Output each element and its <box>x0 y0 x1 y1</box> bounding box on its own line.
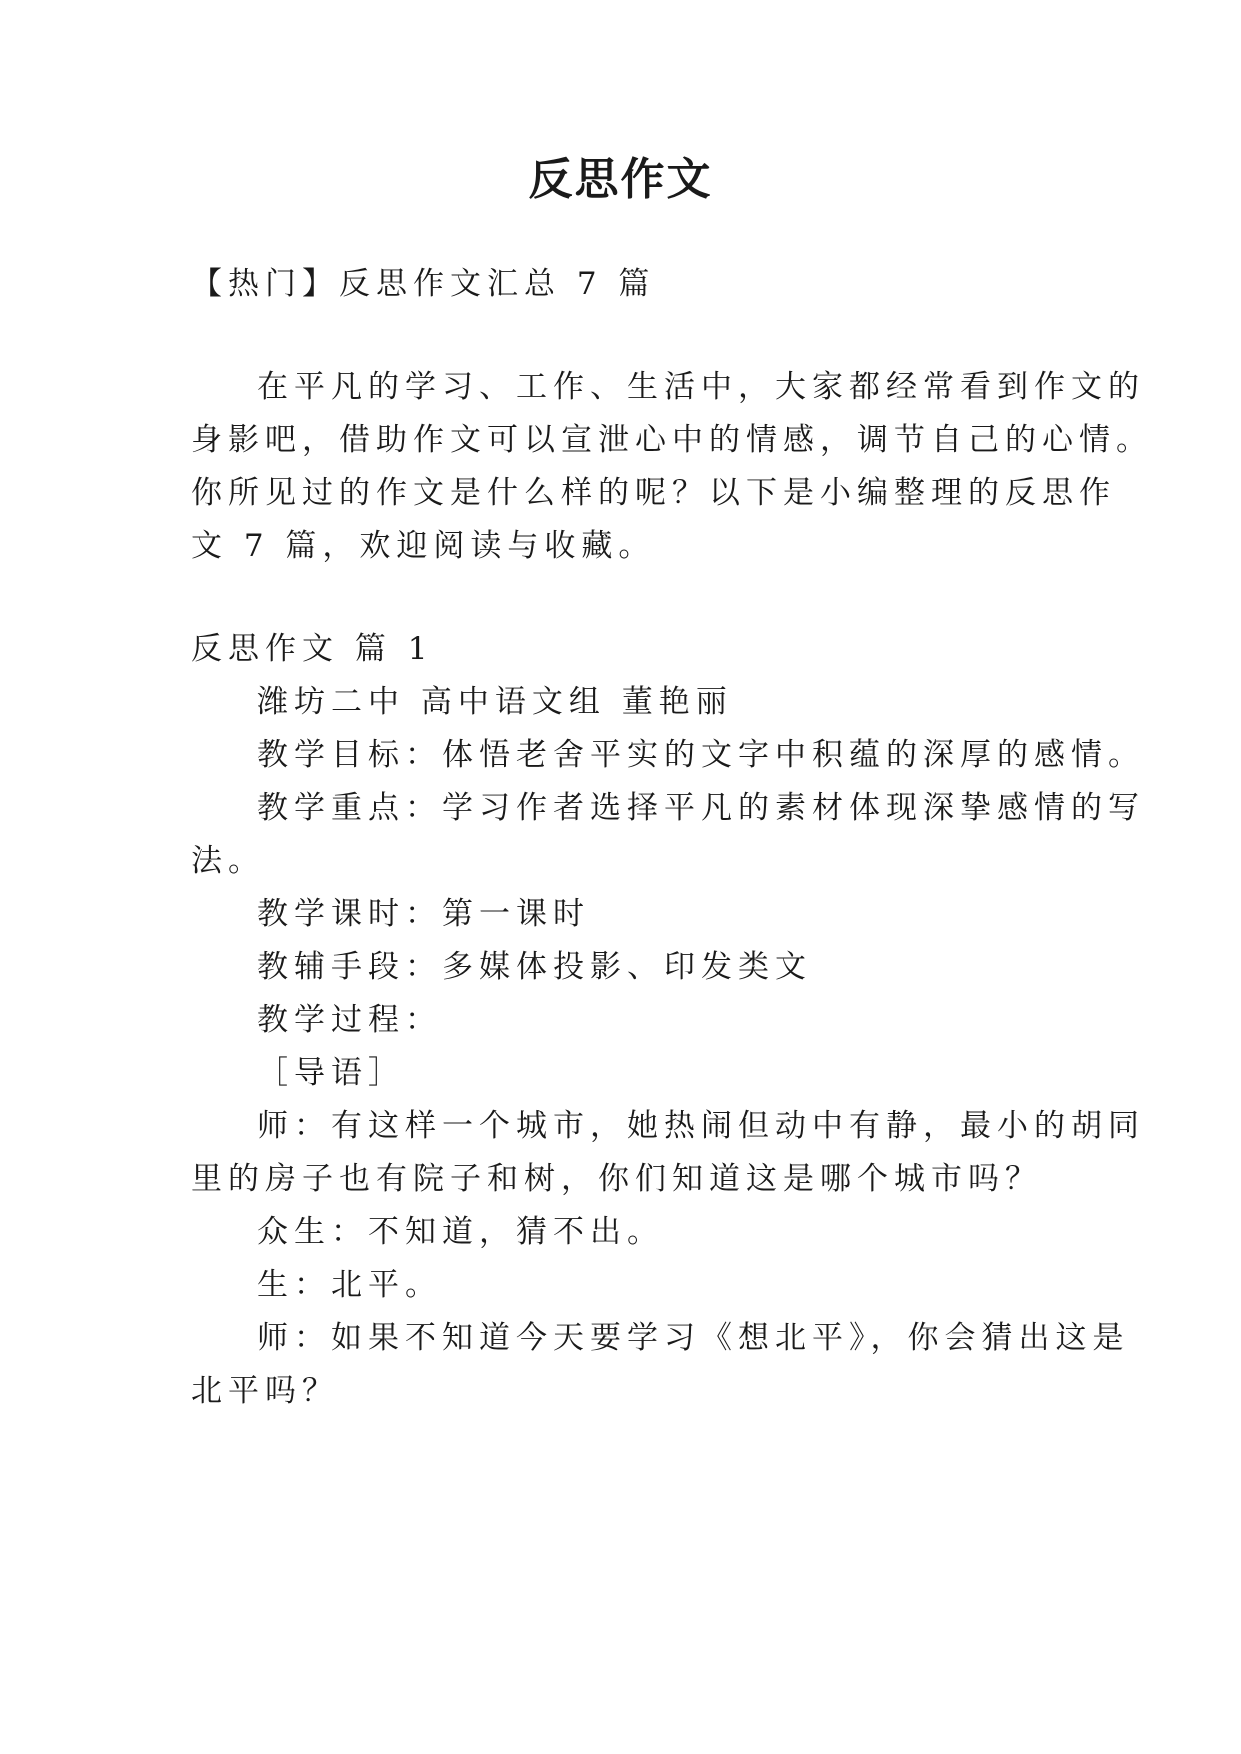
teaching-focus-cont: 法。 <box>191 843 265 879</box>
page-title: 反思作文 <box>528 154 713 205</box>
teaching-hours: 教学课时：第一课时 <box>257 896 590 932</box>
dialogue-line: 师：如果不知道今天要学习《想北平》，你会猜出这是 <box>257 1320 1130 1356</box>
document-subtitle: 【热门】反思作文汇总 7 篇 <box>191 266 656 302</box>
teaching-goal: 教学目标：体悟老舍平实的文字中积蕴的深厚的感情。 <box>257 737 1145 773</box>
intro-line-2: 身影吧，借助作文可以宣泄心中的情感，调节自己的心情。 <box>191 422 1153 458</box>
teaching-focus: 教学重点：学习作者选择平凡的素材体现深挚感情的写 <box>257 790 1145 826</box>
dialogue-line: 里的房子也有院子和树，你们知道这是哪个城市吗？ <box>191 1161 1042 1197</box>
section-heading: 反思作文 篇 1 <box>191 631 434 667</box>
dialogue-line: 北平吗？ <box>191 1373 339 1409</box>
intro-line-4: 文 7 篇，欢迎阅读与收藏。 <box>191 528 656 564</box>
intro-line-3: 你所见过的作文是什么样的呢？以下是小编整理的反思作 <box>191 475 1116 511</box>
intro-label: ［导语］ <box>257 1055 405 1091</box>
teaching-aids: 教辅手段：多媒体投影、印发类文 <box>257 949 812 985</box>
dialogue-line: 师：有这样一个城市，她热闹但动中有静，最小的胡同 <box>257 1108 1145 1144</box>
dialogue-line: 众生：不知道，猜不出。 <box>257 1214 664 1250</box>
teaching-process: 教学过程： <box>257 1002 442 1038</box>
author-line: 潍坊二中 高中语文组 董艳丽 <box>257 684 733 720</box>
intro-line-1: 在平凡的学习、工作、生活中，大家都经常看到作文的 <box>257 369 1145 405</box>
dialogue-line: 生：北平。 <box>257 1267 442 1303</box>
